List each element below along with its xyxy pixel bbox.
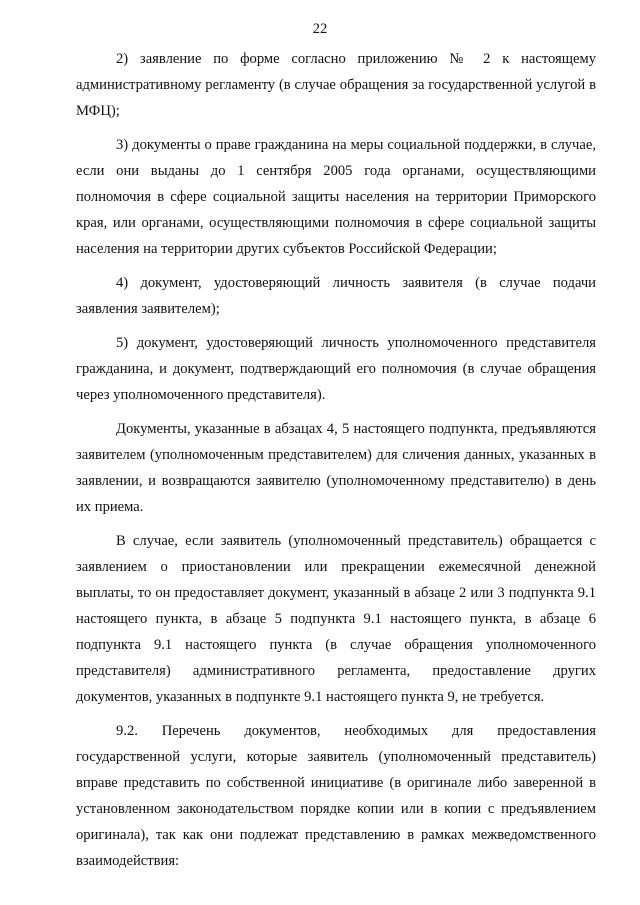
- paragraph-documents-presented: Документы, указанные в абзацах 4, 5 настоящего подпункта, предъявляются заявителем (уполномоченным представителем) для сличения данных, указанных в заявлении, и возвращаются заявителю (уполномоченному представителю) в день их приема.: [76, 421, 596, 515]
- paragraph-section-9-2: 9.2. Перечень документов, необходимых для предоставления государственной услуги, которые заявитель (уполномоченный представитель) вправе представить по собственной инициативе (в оригинале либо заверенной в установленном законодательством порядке копии или в копии с предъявлением оригинала), так как они подлежат представлению в рамках межведомственного взаимодействия:: [76, 723, 596, 869]
- paragraph-item-3-social-support-documents: 3) документы о праве гражданина на меры социальной поддержки, в случае, если они выданы до 1 сентября 2005 года органами, осуществляющими полномочия в сфере социальной защиты населения на территории Приморского края, или органами, осуществляющими полномочия в сфере социальной защиты населения на территории других субъектов Российской Федерации;: [76, 137, 596, 257]
- paragraph-suspension-termination: В случае, если заявитель (уполномоченный представитель) обращается с заявлением о приостановлении или прекращении ежемесячной денежной выплаты, то он предоставляет документ, указанный в абзаце 2 или 3 подпункта 9.1 настоящего пункта, в абзаце 5 подпункта 9.1 настоящего пункта, в абзаце 6 подпункта 9.1 настоящего пункта (в случае обращения уполномоченного представителя) административного регламента, предоставление других документов, указанных в подпункте 9.1 настоящего пункта 9, не требуется.: [76, 533, 596, 705]
- document-body: [76, 46, 596, 882]
- paragraph-item-4-applicant-identity: 4) документ, удостоверяющий личность заявителя (в случае подачи заявления заявителем);: [76, 275, 596, 317]
- paragraph-item-2-application: 2) заявление по форме согласно приложению № 2 к настоящему административному регламенту (в случае обращения за государственной услугой в МФЦ);: [76, 51, 596, 119]
- page-number: 22: [312, 21, 328, 37]
- paragraph-item-5-representative-identity: 5) документ, удостоверяющий личность уполномоченного представителя гражданина, и документ, подтверждающий его полномочия (в случае обращения через уполномоченного представителя).: [76, 335, 596, 403]
